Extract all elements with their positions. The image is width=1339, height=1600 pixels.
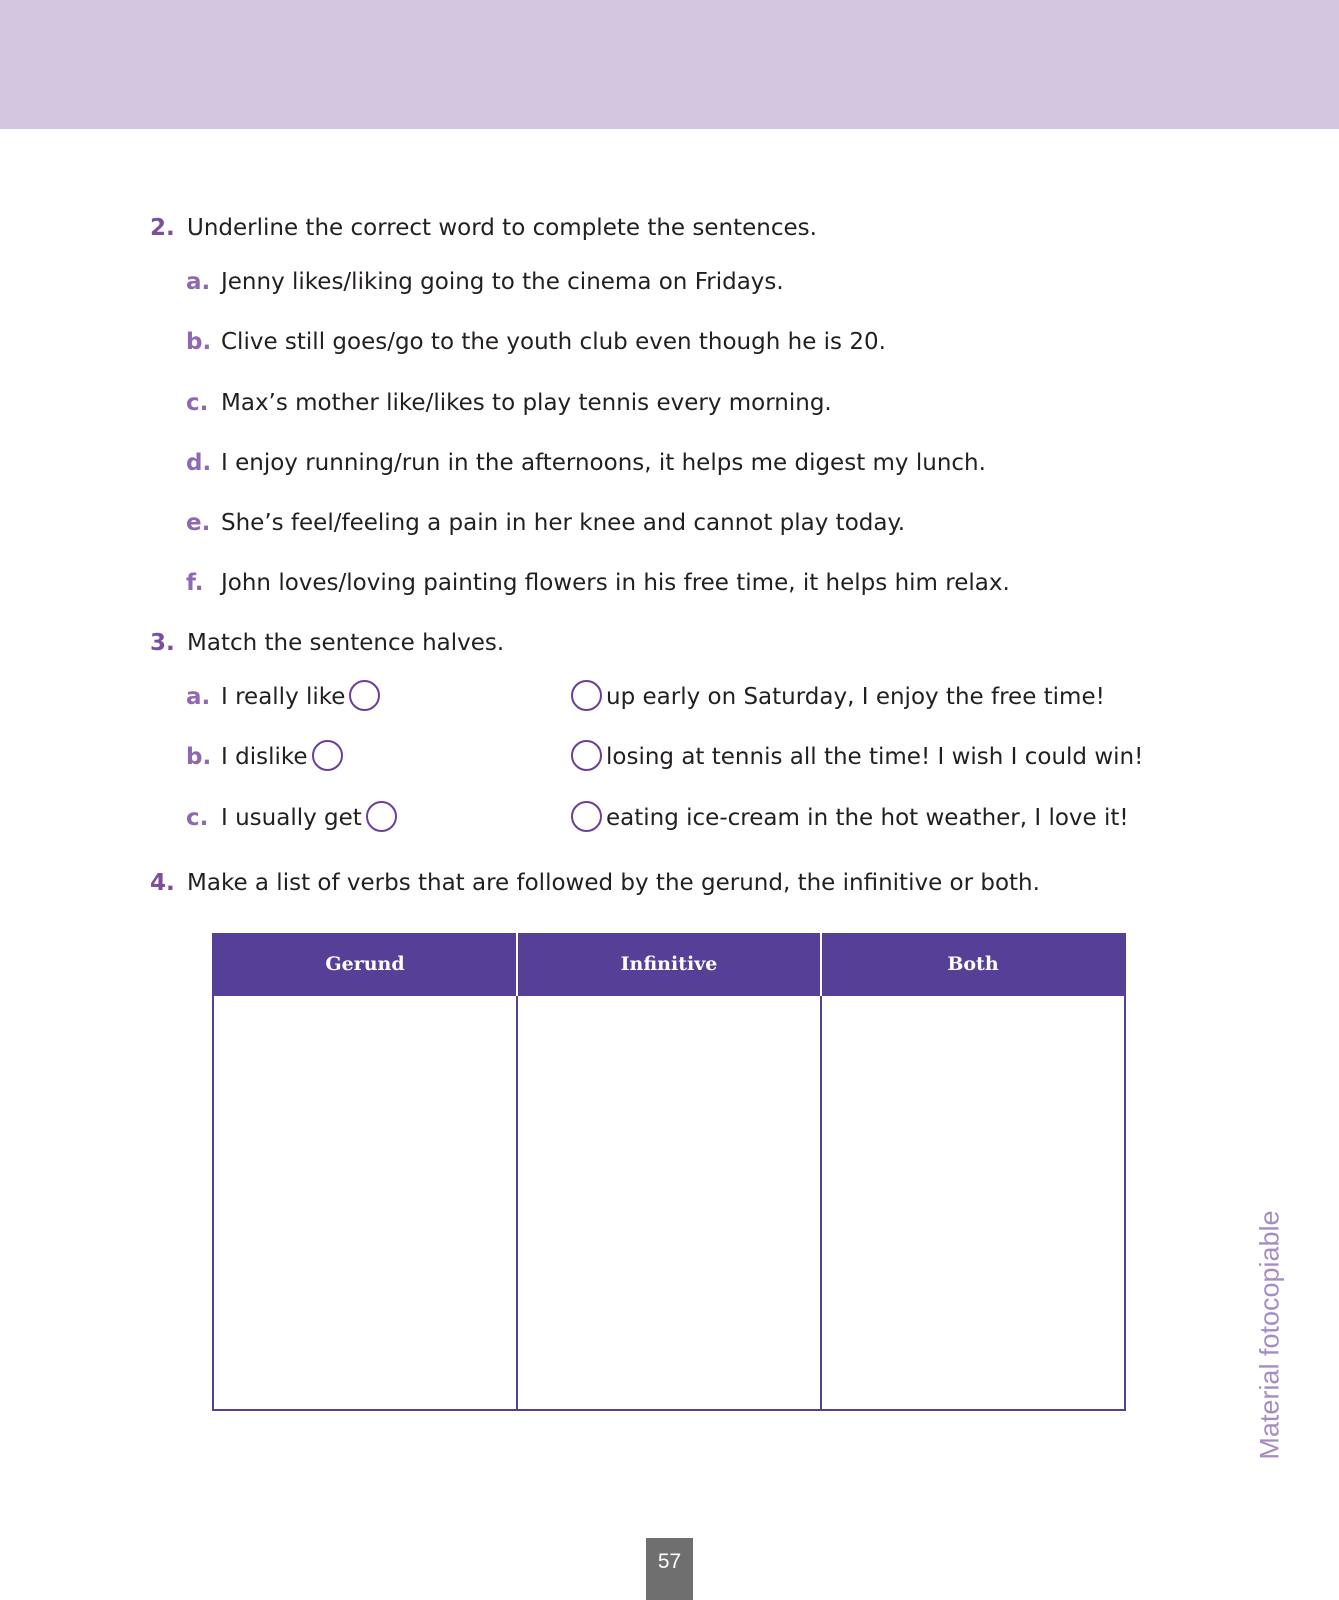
question-text: Match the sentence halves.	[187, 630, 505, 656]
item-text[interactable]: Jenny likes/liking going to the cinema on Fridays.	[221, 269, 784, 295]
item-text: I really like	[221, 684, 346, 710]
answer-circle[interactable]	[571, 680, 602, 711]
sentence-item	[186, 448, 986, 478]
column-header-infinitive: Infinitive	[517, 933, 821, 995]
item-text[interactable]: I enjoy running/run in the afternoons, it helps me digest my lunch.	[221, 450, 986, 476]
sentence-item	[186, 327, 886, 357]
item-letter: a.	[186, 269, 211, 295]
verb-list-table	[212, 933, 1126, 1411]
match-left-item	[186, 803, 397, 834]
item-letter: a.	[186, 684, 211, 710]
match-right-item	[571, 742, 1143, 773]
item-text: up early on Saturday, I enjoy the free time!	[606, 684, 1105, 710]
page-number: 57	[646, 1538, 693, 1600]
item-text: losing at tennis all the time! I wish I could win!	[606, 744, 1144, 770]
question-text: Make a list of verbs that are followed by the gerund, the infinitive or both.	[187, 870, 1040, 896]
infinitive-answer-cell[interactable]	[517, 995, 821, 1410]
item-letter: d.	[186, 450, 212, 476]
match-right-item	[571, 682, 1105, 713]
gerund-answer-cell[interactable]	[213, 995, 517, 1410]
question-number: 3.	[150, 630, 175, 656]
answer-circle[interactable]	[349, 680, 380, 711]
item-letter: e.	[186, 510, 211, 536]
sentence-item	[186, 267, 784, 297]
question-2-title	[150, 213, 817, 243]
match-left-item	[186, 682, 380, 713]
sentence-item	[186, 388, 832, 418]
question-number: 2.	[150, 215, 175, 241]
match-left-item	[186, 742, 343, 773]
item-text: I usually get	[221, 805, 362, 831]
item-text: eating ice-cream in the hot weather, I love it!	[606, 805, 1129, 831]
item-text[interactable]: John loves/loving painting flowers in his free time, it helps him relax.	[221, 570, 1010, 596]
question-text: Underline the correct word to complete the sentences.	[187, 215, 817, 241]
item-letter: c.	[186, 805, 209, 831]
answer-circle[interactable]	[312, 740, 343, 771]
question-number: 4.	[150, 870, 175, 896]
sentence-item	[186, 568, 1010, 598]
column-header-gerund: Gerund	[213, 933, 517, 995]
match-right-item	[571, 803, 1129, 834]
sentence-item	[186, 508, 905, 538]
answer-circle[interactable]	[571, 801, 602, 832]
item-letter: c.	[186, 390, 209, 416]
item-letter: b.	[186, 744, 212, 770]
item-letter: b.	[186, 329, 212, 355]
answer-circle[interactable]	[366, 801, 397, 832]
item-letter: f.	[186, 570, 204, 596]
item-text: I dislike	[221, 744, 308, 770]
question-3-title	[150, 628, 504, 658]
answer-circle[interactable]	[571, 740, 602, 771]
column-header-both: Both	[821, 933, 1125, 995]
item-text[interactable]: Max’s mother like/likes to play tennis every morning.	[221, 390, 832, 416]
header-band	[0, 0, 1339, 129]
both-answer-cell[interactable]	[821, 995, 1125, 1410]
item-text[interactable]: She’s feel/feeling a pain in her knee and cannot play today.	[221, 510, 906, 536]
question-4-title	[150, 868, 1040, 898]
item-text[interactable]: Clive still goes/go to the youth club even though he is 20.	[221, 329, 886, 355]
photocopiable-label: Material fotocopiable	[1254, 1210, 1285, 1460]
